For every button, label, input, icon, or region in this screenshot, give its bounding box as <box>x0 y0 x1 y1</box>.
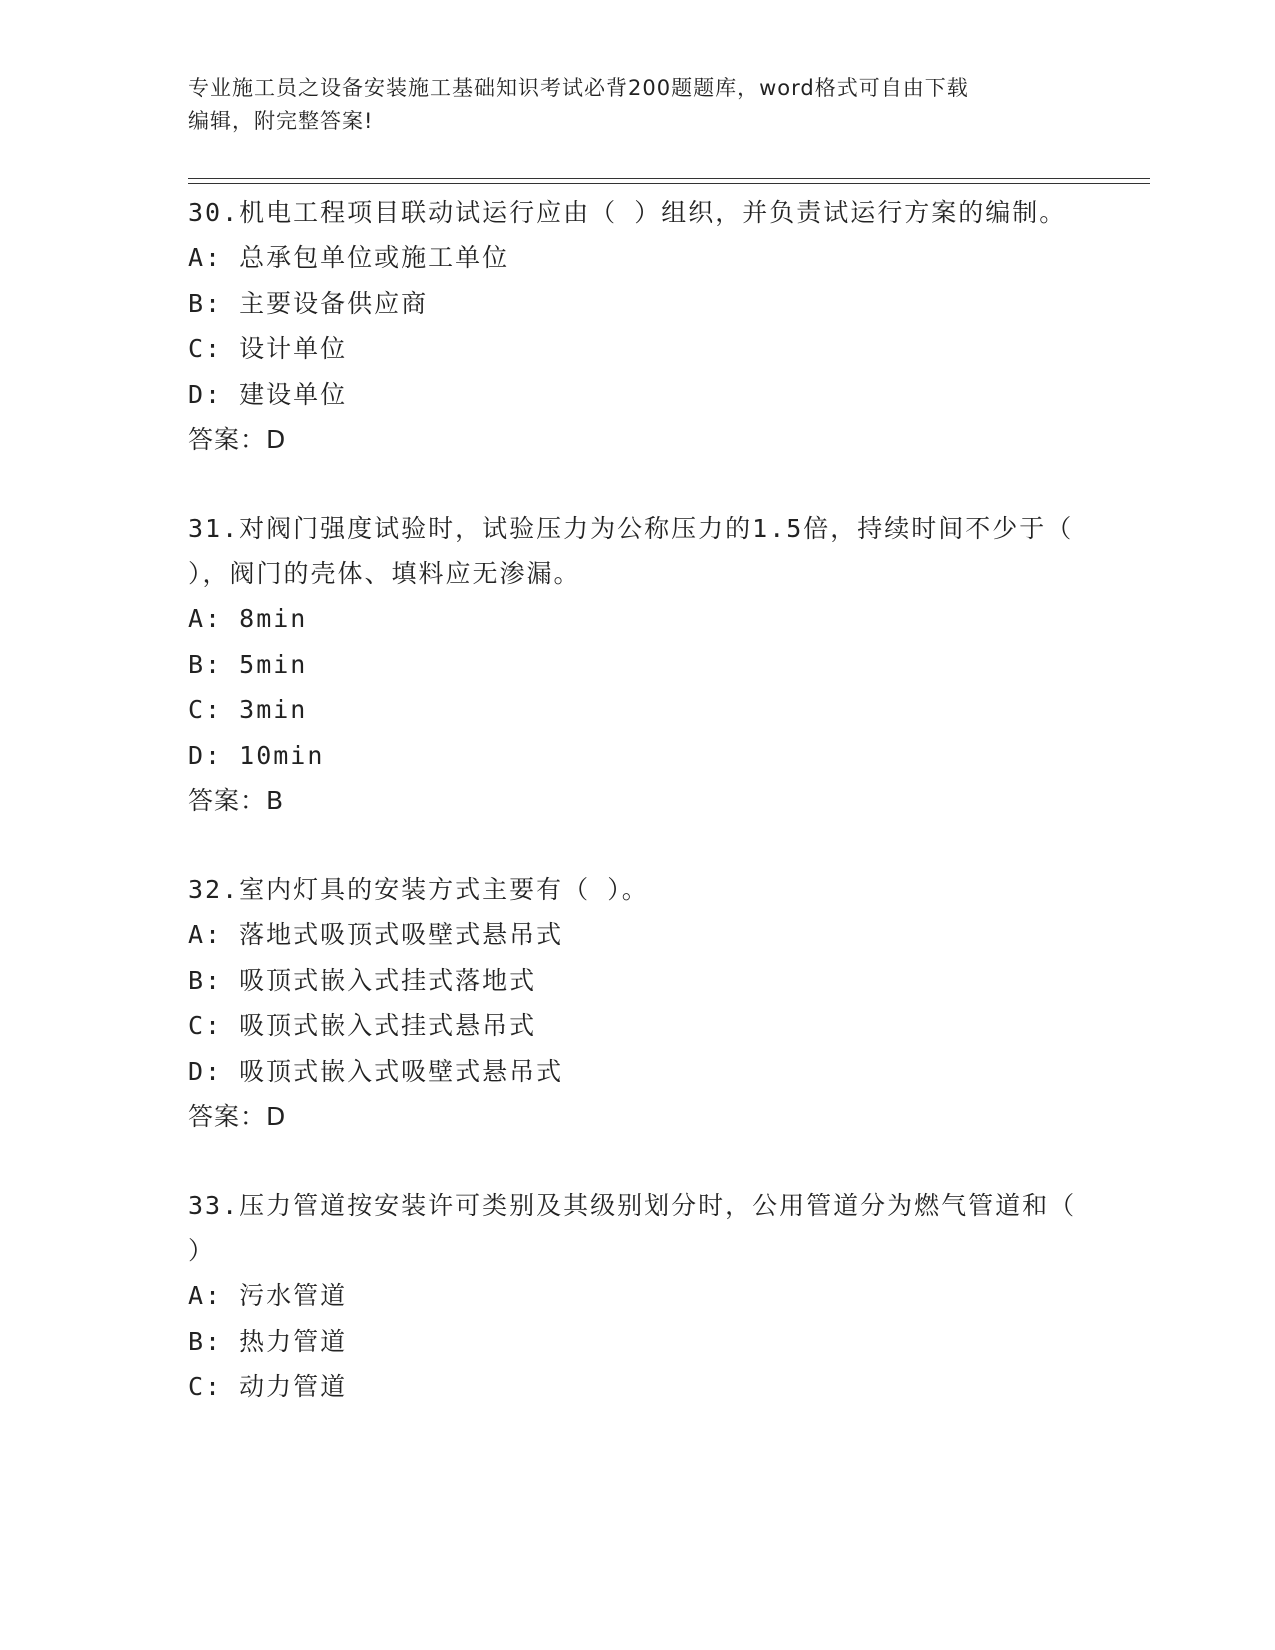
option-b: B: 主要设备供应商 <box>188 288 429 318</box>
header-line-2: 编辑，附完整答案! <box>188 109 374 133</box>
header-line-1: 专业施工员之设备安装施工基础知识考试必背200题题库，word格式可自由下载 <box>188 76 969 100</box>
question-30 <box>188 190 1088 462</box>
option-a: A: 总承包单位或施工单位 <box>188 243 510 272</box>
header-divider-bottom <box>188 183 1150 184</box>
option-b: B: 吸顶式嵌入式挂式落地式 <box>188 965 537 995</box>
option-c: C: 动力管道 <box>188 1372 348 1401</box>
question-stem: 31.对阀门强度试验时，试验压力为公称压力的1.5倍，持续时间不少于（ ），阀门的壳体、填料应无渗漏。 <box>188 514 1074 588</box>
question-32 <box>188 867 1088 1139</box>
option-a: A: 落地式吸顶式吸壁式悬吊式 <box>188 920 564 949</box>
option-a: A: 8min <box>188 604 308 633</box>
question-stem: 33.压力管道按安装许可类别及其级别划分时，公用管道分为燃气管道和（ ） <box>188 1191 1077 1265</box>
question-31 <box>188 506 1088 823</box>
question-list <box>188 190 1088 1454</box>
answer: 答案：D <box>188 425 287 454</box>
header-divider-top <box>188 178 1150 179</box>
option-c: C: 设计单位 <box>188 334 348 363</box>
option-b: B: 热力管道 <box>188 1326 348 1356</box>
option-c: C: 吸顶式嵌入式挂式悬吊式 <box>188 1011 537 1040</box>
question-stem: 32.室内灯具的安装方式主要有（ ）。 <box>188 875 649 904</box>
question-stem: 30.机电工程项目联动试运行应由（ ）组织，并负责试运行方案的编制。 <box>188 198 1067 227</box>
question-33 <box>188 1183 1088 1410</box>
document-header <box>188 72 1088 138</box>
option-d: D: 10min <box>188 740 325 770</box>
option-d: D: 建设单位 <box>188 379 348 409</box>
answer: 答案：B <box>188 786 285 815</box>
option-d: D: 吸顶式嵌入式吸壁式悬吊式 <box>188 1056 564 1086</box>
option-c: C: 3min <box>188 695 308 724</box>
option-b: B: 5min <box>188 649 308 679</box>
option-a: A: 污水管道 <box>188 1281 348 1310</box>
answer: 答案：D <box>188 1102 287 1131</box>
